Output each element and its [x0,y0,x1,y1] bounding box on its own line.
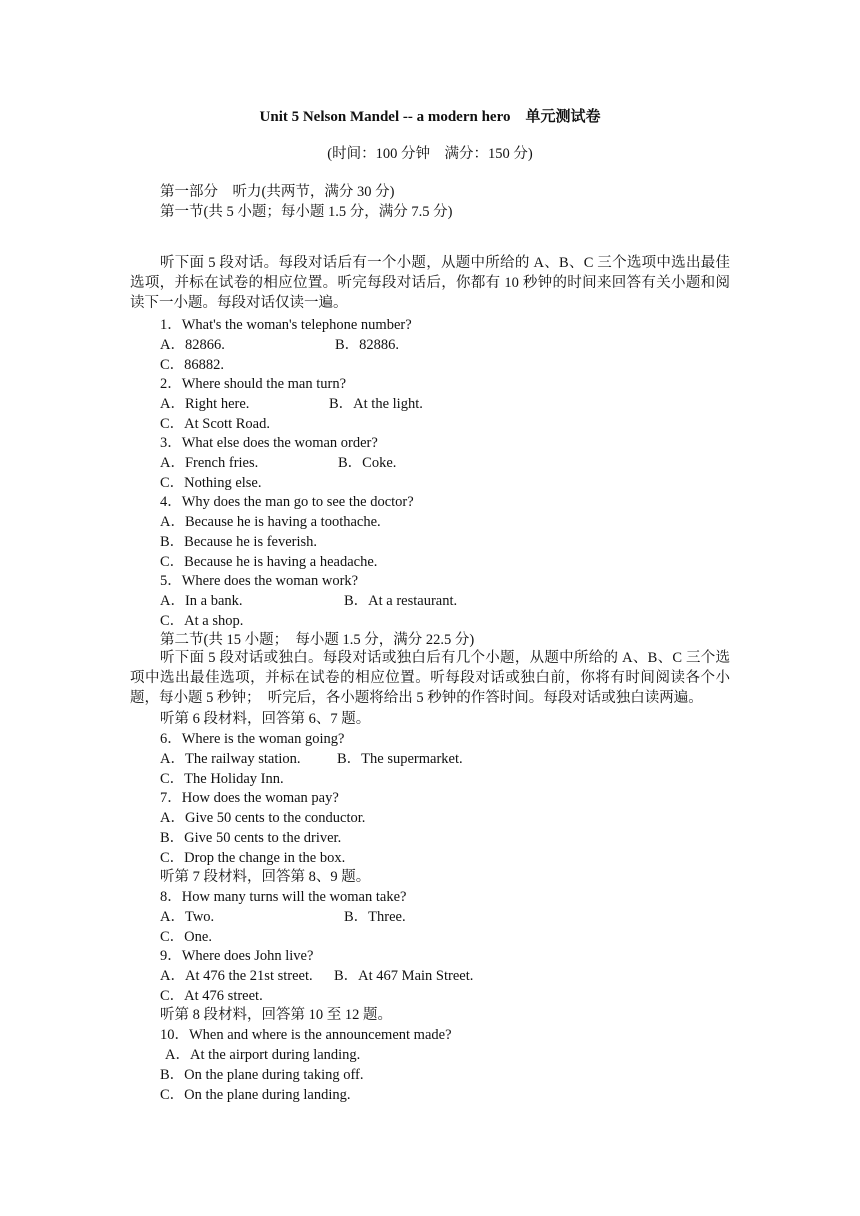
q7-option-a: A．Give 50 cents to the conductor. [160,810,366,826]
q2-option-b: B．At the light. [329,396,423,412]
q5-option-b: B．At a restaurant. [344,593,458,609]
q5-option-c: C．At a shop. [160,613,244,629]
material-6-note: 听第 6 段材料，回答第 6、7 题。 [160,711,371,727]
q6-option-c: C．The Holiday Inn. [160,771,284,787]
q4-option-a: A．Because he is having a toothache. [160,514,381,530]
question-10: 10．When and where is the announcement made? [160,1027,452,1043]
document-title: Unit 5 Nelson Mandel -- a modern hero 单元测试卷 [259,109,601,125]
question-6: 6．Where is the woman going? [160,731,345,747]
q1-option-b: B．82886. [335,337,400,353]
q6-option-b: B．The supermarket. [337,751,463,767]
question-8: 8．How many turns will the woman take? [160,889,407,905]
q9-option-c: C．At 476 street. [160,988,263,1004]
q9-option-b: B．At 467 Main Street. [334,968,474,984]
question-3: 3．What else does the woman order? [160,435,378,451]
question-5: 5．Where does the woman work? [160,573,359,589]
section2-heading: 第二节(共 15 小题； 每小题 1.5 分，满分 22.5 分) [160,632,475,648]
question-2: 2．Where should the man turn? [160,376,347,392]
q2-option-a: A．Right here. [160,396,250,412]
q3-option-b: B．Coke. [338,455,397,471]
q10-option-c: C．On the plane during landing. [160,1087,351,1103]
material-7-note: 听第 7 段材料，回答第 8、9 题。 [160,869,371,885]
q10-option-a: A．At the airport during landing. [165,1047,361,1063]
question-1: 1．What's the woman's telephone number? [160,317,412,333]
q9-option-a: A．At 476 the 21st street. [160,968,313,984]
question-9: 9．Where does John live? [160,948,314,964]
q6-option-a: A．The railway station. [160,751,301,767]
q1-option-c: C．86882. [160,357,225,373]
q7-option-b: B．Give 50 cents to the driver. [160,830,342,846]
q3-option-a: A．French fries. [160,455,259,471]
q8-option-b: B．Three. [344,909,406,925]
q4-option-c: C．Because he is having a headache. [160,554,378,570]
question-7: 7．How does the woman pay? [160,790,339,806]
section1-heading: 第一节(共 5 小题；每小题 1.5 分，满分 7.5 分) [160,204,453,220]
part1-heading: 第一部分 听力(共两节，满分 30 分) [160,184,395,200]
question-4: 4．Why does the man go to see the doctor? [160,494,414,510]
q10-option-b: B．On the plane during taking off. [160,1067,364,1083]
q3-option-c: C．Nothing else. [160,475,262,491]
q2-option-c: C．At Scott Road. [160,416,270,432]
section1-instructions: 听下面 5 段对话。每段对话后有一个小题，从题中所给的 A、B、C 三个选项中选出最佳选项，并标在试卷的相应位置。听完每段对话后，你都有 10 秒钟的时间来回答有关小题和阅读下一小题。每段对话仅读一遍。 [130,255,730,311]
q4-option-b: B．Because he is feverish. [160,534,318,550]
q1-option-a: A．82866. [160,337,225,353]
q8-option-c: C．One. [160,929,212,945]
section2-instructions: 听下面 5 段对话或独白。每段对话或独白后有几个小题，从题中所给的 A、B、C 三个选项中选出最佳选项，并标在试卷的相应位置。听每段对话或独白前，你将有时间阅读各个小题，每小题 5 秒钟； 听完后，各小题将给出 5 秒钟的作答时间。每段对话或独白读两遍。 [130,650,730,706]
time-and-score: (时间：100 分钟 满分：150 分) [327,146,533,162]
material-8-note: 听第 8 段材料，回答第 10 至 12 题。 [160,1007,392,1023]
q5-option-a: A．In a bank. [160,593,243,609]
q8-option-a: A．Two. [160,909,215,925]
q7-option-c: C．Drop the change in the box. [160,850,346,866]
